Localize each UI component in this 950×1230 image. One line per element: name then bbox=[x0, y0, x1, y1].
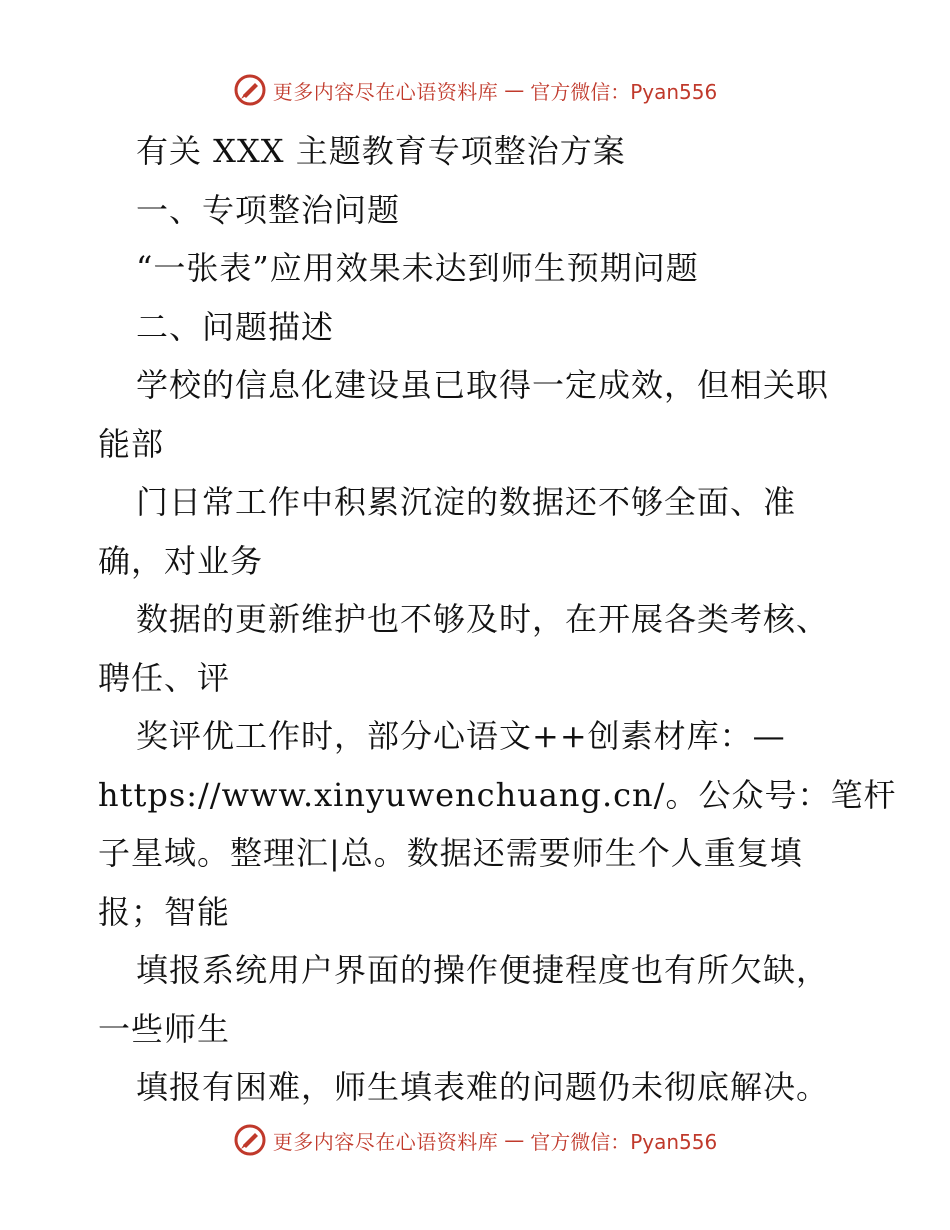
banner-dash: — bbox=[504, 1128, 525, 1152]
text-line: 学校的信息化建设虽已取得一定成效，但相关职 bbox=[136, 366, 830, 404]
logo-icon bbox=[233, 1123, 267, 1157]
text-line: 奖评优工作时，部分心语文++创素材库：— bbox=[136, 717, 786, 755]
text-line: 一、专项整治问题 bbox=[136, 190, 401, 229]
text-line: 报；智能 bbox=[98, 892, 231, 931]
document-body bbox=[98, 122, 897, 1117]
text-line: “一张表”应用效果未达到师生预期问题 bbox=[136, 249, 699, 287]
text-line: https://www.xinyuwenchuang.cn/。公众号：笔杆 bbox=[98, 775, 897, 814]
banner-title: 更多内容尽在心语资料库 bbox=[272, 1129, 499, 1154]
text-line: 数据的更新维护也不够及时，在开展各类考核、 bbox=[136, 600, 830, 638]
text-line: 聘任、评 bbox=[98, 658, 231, 697]
text-line: 确，对业务 bbox=[98, 541, 264, 580]
banner-dash: — bbox=[504, 78, 525, 102]
text-line: 填报有困难，师生填表难的问题仍未彻底解决。 bbox=[136, 1068, 830, 1106]
banner-wechat: 官方微信：Pyan556 bbox=[530, 79, 718, 104]
text-line: 有关 XXX 主题教育专项整治方案 bbox=[136, 132, 626, 170]
banner-title: 更多内容尽在心语资料库 bbox=[272, 79, 499, 104]
header-watermark bbox=[0, 70, 950, 110]
text-line: 填报系统用户界面的操作便捷程度也有所欠缺， bbox=[136, 951, 830, 989]
text-line: 一些师生 bbox=[98, 1009, 231, 1048]
text-line: 能部 bbox=[98, 424, 165, 463]
text-line: 二、问题描述 bbox=[136, 307, 335, 346]
text-line: 门日常工作中积累沉淀的数据还不够全面、准 bbox=[136, 483, 797, 521]
banner-wechat: 官方微信：Pyan556 bbox=[530, 1129, 718, 1154]
text-line: 子星域。整理汇|总。数据还需要师生个人重复填 bbox=[98, 834, 803, 872]
footer-watermark bbox=[0, 1120, 950, 1160]
logo-icon bbox=[233, 73, 267, 107]
